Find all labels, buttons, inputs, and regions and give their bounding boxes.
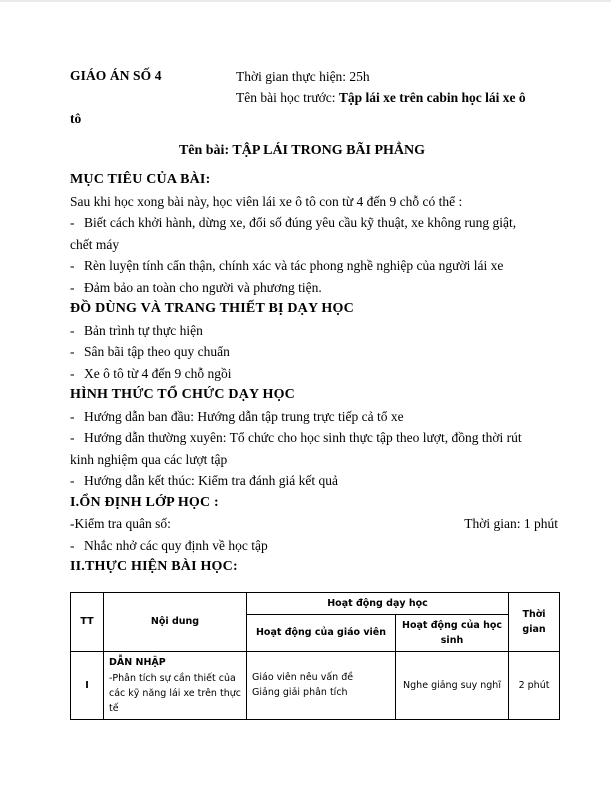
section-one-heading: I.ỔN ĐỊNH LỚP HỌC :: [70, 494, 219, 510]
dash-marker: -: [70, 344, 75, 359]
organization-item-continuation: kinh nghiệm qua các lượt tập: [70, 451, 228, 467]
section-one-item-time: Thời gian: 1 phút: [464, 516, 558, 531]
section-one-item-text: Nhắc nhở các quy định về học tập: [84, 537, 268, 553]
document-header: [70, 66, 560, 129]
th-hoat-dong-hoc-sinh: Hoạt động của học sinh: [396, 614, 509, 651]
objective-item-text: Biết cách khởi hành, dừng xe, đổi số đúng yêu cầu kỹ thuật, xe không rung giật,: [84, 215, 517, 230]
equipment-item-text: Sân bãi tập theo quy chuẩn: [84, 344, 230, 359]
dash-marker: -: [70, 322, 75, 338]
cell-noi-dung-title: DẪN NHẬP: [109, 656, 166, 668]
objective-item: [70, 212, 560, 234]
previous-lesson-label: Tên bài học trước:: [236, 90, 339, 105]
header-right-block: [236, 66, 560, 108]
plan-number-title: GIÁO ÁN SỐ 4: [70, 68, 162, 83]
objectives-intro: Sau khi học xong bài này, học viên lái xe ô tô con từ 4 đến 9 chỗ có thể :: [70, 193, 463, 209]
section-one-item-text-wrapper: [70, 513, 171, 535]
objective-item-text: Rèn luyện tính cẩn thận, chính xác và tác phong nghề nghiệp của người lái xe: [84, 258, 504, 273]
organization-item-text: Hướng dẫn kết thúc: Kiểm tra đánh giá kết quả: [84, 473, 339, 488]
table-head: [71, 592, 560, 651]
lesson-title: [70, 143, 560, 159]
objective-item-text: Đảm bảo an toàn cho người và phương tiện.: [84, 279, 322, 295]
cell-noi-dung-line-1: -Phân tích sự cần thiết của: [109, 672, 236, 684]
th-hoat-dong-day-hoc: Hoạt động dạy học: [247, 592, 509, 614]
dash-marker: -: [70, 215, 75, 230]
equipment-heading: ĐỒ DÙNG VÀ TRANG THIẾT BỊ DẠY HỌC: [70, 301, 354, 316]
cell-thoi-gian: 2 phút: [509, 651, 560, 719]
table-row: [71, 651, 560, 719]
equipment-item-text: Bản trình tự thực hiện: [84, 322, 203, 338]
organization-item-text: Hướng dẫn thường xuyên: Tổ chức cho học sinh thực tập theo lượt, đồng thời rút: [84, 430, 522, 445]
organization-item-text: Hướng dẫn ban đầu: Hướng dẫn tập trung trực tiếp cả tổ xe: [84, 408, 404, 424]
previous-lesson-line: [236, 87, 560, 108]
th-tt: TT: [71, 592, 104, 651]
lesson-plan-table: [70, 592, 560, 720]
equipment-item-text: Xe ô tô từ 4 đến 9 chỗ ngồi: [84, 365, 232, 381]
organization-heading: HÌNH THỨC TỔ CHỨC DẠY HỌC: [70, 387, 295, 402]
objectives-heading: MỤC TIÊU CỦA BÀI:: [70, 172, 211, 187]
cell-noi-dung: [104, 651, 247, 719]
cell-giao-vien-line-1: Giáo viên nêu vấn đề: [252, 672, 354, 683]
previous-lesson-wrap: tô: [70, 111, 82, 126]
dash-marker: -: [70, 365, 75, 381]
equipment-item: [70, 341, 560, 363]
cell-hoat-dong-giao-vien: [247, 651, 396, 719]
objective-item: [70, 277, 560, 299]
dash-marker: -: [70, 408, 75, 424]
cell-hoat-dong-hoc-sinh: Nghe giảng suy nghĩ: [396, 651, 509, 719]
previous-lesson-value: Tập lái xe trên cabin học lái xe ô: [338, 90, 526, 105]
th-thoi-gian: Thời gian: [509, 592, 560, 651]
table-header-row-1: [71, 592, 560, 614]
dash-marker: -: [70, 473, 75, 488]
objective-item-continuation: chết máy: [70, 236, 120, 252]
lesson-title-value: TẬP LÁI TRONG BÃI PHẲNG: [232, 143, 426, 158]
dash-marker: -: [70, 430, 75, 445]
lesson-title-label: Tên bài:: [178, 143, 233, 158]
objective-item: [70, 255, 560, 277]
th-hoat-dong-giao-vien: Hoạt động của giáo viên: [247, 614, 396, 651]
section-one-item: [70, 513, 560, 535]
dash-marker: -: [70, 258, 75, 273]
duration-line: Thời gian thực hiện: 25h: [236, 69, 370, 84]
organization-item: [70, 406, 560, 428]
section-two-heading: II.THỰC HIỆN BÀI HỌC:: [70, 559, 238, 574]
page-top-rule: [0, 0, 611, 2]
dash-marker: -: [70, 279, 75, 295]
equipment-item: [70, 320, 560, 342]
cell-noi-dung-line-2: các kỹ năng lái xe trên thực tế: [109, 687, 241, 714]
organization-item: [70, 427, 560, 449]
table-body: [71, 651, 560, 719]
dash-marker: -: [70, 537, 75, 553]
cell-tt: I: [71, 651, 104, 719]
section-one-item-text: Kiểm tra quân số:: [74, 516, 171, 531]
document-content: [70, 66, 560, 720]
dash-marker: -: [70, 516, 75, 531]
section-one-item: [70, 535, 560, 557]
cell-giao-vien-line-2: Giảng giải phân tích: [252, 687, 348, 698]
equipment-item: [70, 363, 560, 385]
organization-item: [70, 470, 560, 492]
th-noi-dung: Nội dung: [104, 592, 247, 651]
